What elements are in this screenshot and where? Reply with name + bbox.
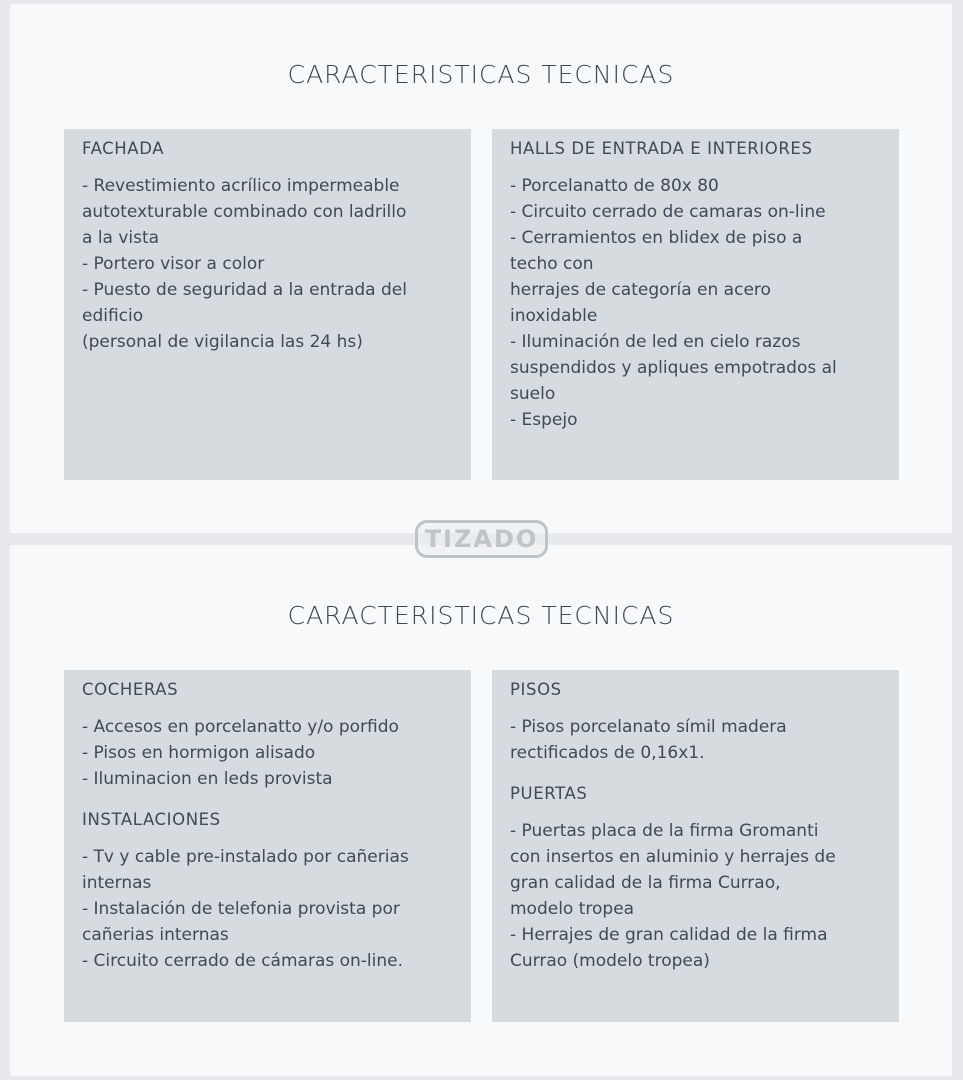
- feature-line: internas: [82, 873, 152, 893]
- card-halls: [492, 129, 899, 480]
- feature-line: - Puertas placa de la firma Gromanti: [510, 821, 819, 841]
- feature-line: rectificados de 0,16x1.: [510, 743, 705, 763]
- feature-line: - Pisos porcelanato símil madera: [510, 717, 787, 737]
- feature-line: - Puesto de seguridad a la entrada del: [82, 280, 407, 300]
- feature-line: - Portero visor a color: [82, 254, 265, 274]
- feature-section: [82, 138, 453, 355]
- feature-line: - Instalación de telefonia provista por: [82, 899, 400, 919]
- panel-title: CARACTERISTICAS TECNICAS: [287, 60, 675, 89]
- feature-line: - Herrajes de gran calidad de la firma: [510, 925, 828, 945]
- feature-line: - Iluminacion en leds provista: [82, 769, 333, 789]
- panel-title: CARACTERISTICAS TECNICAS: [287, 601, 675, 630]
- feature-line: suspendidos y apliques empotrados al: [510, 358, 837, 378]
- section-gap: [82, 792, 453, 809]
- feature-line: - Cerramientos en blidex de piso a: [510, 228, 803, 248]
- feature-line: - Accesos en porcelanatto y/o porfido: [82, 717, 399, 737]
- section-heading: FACHADA: [82, 139, 165, 158]
- feature-line: - Pisos en hormigon alisado: [82, 743, 316, 763]
- feature-line: herrajes de categoría en acero: [510, 280, 771, 300]
- features-panel-1: [10, 4, 952, 533]
- feature-section: [510, 138, 881, 433]
- feature-section: [82, 679, 453, 792]
- feature-line: edificio: [82, 306, 144, 326]
- feature-line: inoxidable: [510, 306, 598, 326]
- section-heading: PISOS: [510, 680, 562, 699]
- feature-line: - Iluminación de led en cielo razos: [510, 332, 801, 352]
- feature-line: gran calidad de la firma Currao,: [510, 873, 781, 893]
- feature-line: - Tv y cable pre-instalado por cañerias: [82, 847, 409, 867]
- feature-line: modelo tropea: [510, 899, 635, 919]
- section-heading: PUERTAS: [510, 784, 588, 803]
- section-heading: INSTALACIONES: [82, 810, 221, 829]
- section-heading: HALLS DE ENTRADA E INTERIORES: [510, 139, 813, 158]
- feature-line: - Circuito cerrado de cámaras on-line.: [82, 951, 404, 971]
- feature-line: Currao (modelo tropea): [510, 951, 710, 971]
- features-panel-2: [10, 545, 952, 1076]
- feature-line: techo con: [510, 254, 594, 274]
- feature-line: con insertos en aluminio y herrajes de: [510, 847, 836, 867]
- card-cocheras-instalaciones: [64, 670, 471, 1022]
- watermark-logo: TIZADO: [415, 520, 548, 558]
- feature-line: a la vista: [82, 228, 160, 248]
- section-heading: COCHERAS: [82, 680, 179, 699]
- feature-line: - Circuito cerrado de camaras on-line: [510, 202, 826, 222]
- feature-line: cañerias internas: [82, 925, 229, 945]
- feature-section: [82, 809, 453, 974]
- feature-line: - Revestimiento acrílico impermeable: [82, 176, 400, 196]
- section-gap: [510, 766, 881, 783]
- feature-line: - Porcelanatto de 80x 80: [510, 176, 719, 196]
- card-fachada: [64, 129, 471, 480]
- feature-line: autotexturable combinado con ladrillo: [82, 202, 407, 222]
- feature-line: (personal de vigilancia las 24 hs): [82, 332, 363, 352]
- feature-line: - Espejo: [510, 410, 578, 430]
- feature-line: suelo: [510, 384, 556, 404]
- feature-section: [510, 679, 881, 766]
- card-pisos-puertas: [492, 670, 899, 1022]
- feature-section: [510, 783, 881, 974]
